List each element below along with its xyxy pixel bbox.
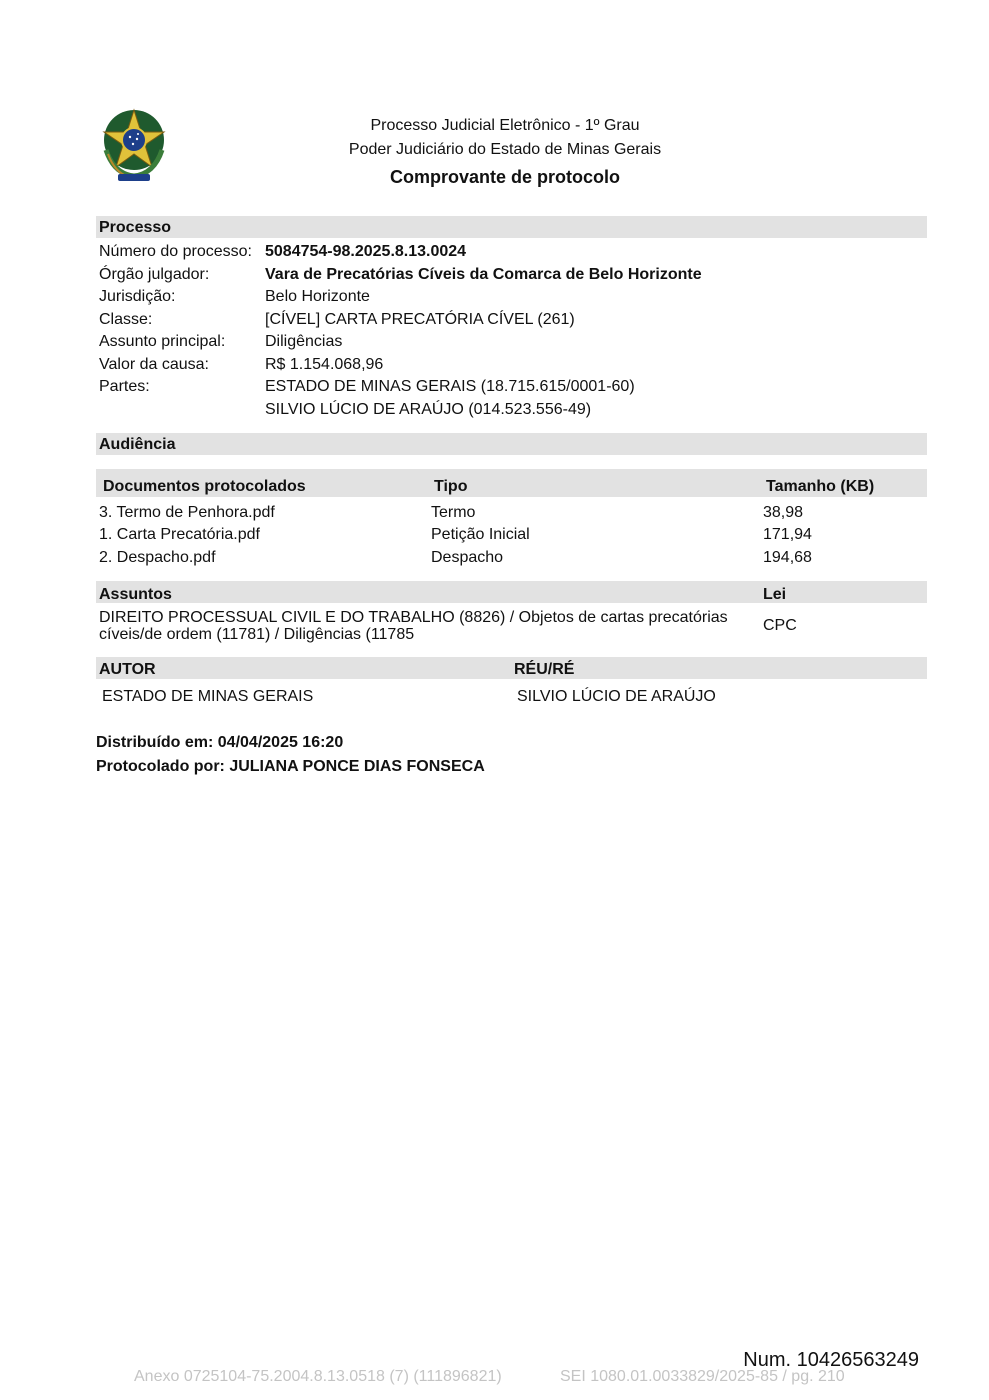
documents-table-header	[96, 469, 927, 497]
label-jurisdicao: Jurisdição:	[99, 288, 176, 305]
col-header-documentos: Documentos protocolados	[103, 478, 306, 495]
section-bar-audiencia	[96, 433, 927, 455]
doc-type: Despacho	[431, 549, 504, 566]
label-valor: Valor da causa:	[99, 356, 209, 373]
col-header-autor: AUTOR	[99, 661, 156, 678]
doc-name[interactable]: 3. Termo de Penhora.pdf	[99, 504, 275, 521]
section-bar-processo	[96, 216, 927, 238]
header-line-1: Processo Judicial Eletrônico - 1º Grau	[370, 117, 640, 134]
section-label-processo: Processo	[99, 219, 172, 236]
doc-name[interactable]: 1. Carta Precatória.pdf	[99, 526, 260, 543]
assuntos-text: DIREITO PROCESSUAL CIVIL E DO TRABALHO (8826) / Objetos de cartas precatórias cíveis/de ordem (11781) / Diligências (11785	[99, 609, 728, 643]
autor-name: ESTADO DE MINAS GERAIS	[102, 688, 314, 705]
page-title: Comprovante de protocolo	[389, 167, 620, 187]
label-partes: Partes:	[99, 378, 150, 395]
col-header-tipo: Tipo	[434, 478, 468, 495]
doc-size: 171,94	[763, 526, 812, 543]
doc-size: 38,98	[763, 504, 804, 521]
assuntos-header	[96, 581, 927, 603]
doc-type: Petição Inicial	[431, 526, 530, 543]
header-line-2: Poder Judiciário do Estado de Minas Gerais	[348, 141, 662, 158]
section-label-audiencia: Audiência	[99, 436, 176, 453]
col-header-reu: RÉU/RÉ	[514, 661, 575, 678]
value-classe: [CÍVEL] CARTA PRECATÓRIA CÍVEL (261)	[265, 311, 575, 328]
distribuido-em: Distribuído em: 04/04/2025 16:20	[96, 734, 344, 751]
doc-type: Termo	[431, 504, 476, 521]
protocolado-por: Protocolado por: JULIANA PONCE DIAS FONSECA	[96, 758, 485, 775]
watermark-anexo: Anexo 0725104-75.2004.8.13.0518 (7) (111896821)	[134, 1368, 502, 1385]
doc-name[interactable]: 2. Despacho.pdf	[99, 549, 216, 566]
value-orgao: Vara de Precatórias Cíveis da Comarca de Belo Horizonte	[265, 266, 702, 283]
value-numero: 5084754-98.2025.8.13.0024	[265, 243, 467, 260]
col-header-tamanho: Tamanho (KB)	[766, 478, 875, 495]
assuntos-lei: CPC	[763, 617, 797, 634]
document-number: Num. 10426563249	[743, 1349, 919, 1371]
value-valor: R$ 1.154.068,96	[265, 356, 384, 373]
value-jurisdicao: Belo Horizonte	[265, 288, 370, 305]
watermark-sei: SEI 1080.01.0033829/2025-85 / pg. 210	[560, 1368, 845, 1385]
label-classe: Classe:	[99, 311, 153, 328]
label-orgao: Órgão julgador:	[99, 266, 210, 283]
doc-size: 194,68	[763, 549, 812, 566]
col-header-lei: Lei	[763, 586, 787, 603]
value-parte-1: ESTADO DE MINAS GERAIS (18.715.615/0001-60)	[265, 378, 635, 395]
value-parte-2: SILVIO LÚCIO DE ARAÚJO (014.523.556-49)	[265, 401, 592, 418]
partes-header	[96, 657, 927, 679]
value-assunto: Diligências	[265, 333, 343, 350]
label-numero: Número do processo:	[99, 243, 252, 260]
reu-name: SILVIO LÚCIO DE ARAÚJO	[517, 688, 716, 705]
label-assunto: Assunto principal:	[99, 333, 226, 350]
col-header-assuntos: Assuntos	[99, 586, 172, 603]
